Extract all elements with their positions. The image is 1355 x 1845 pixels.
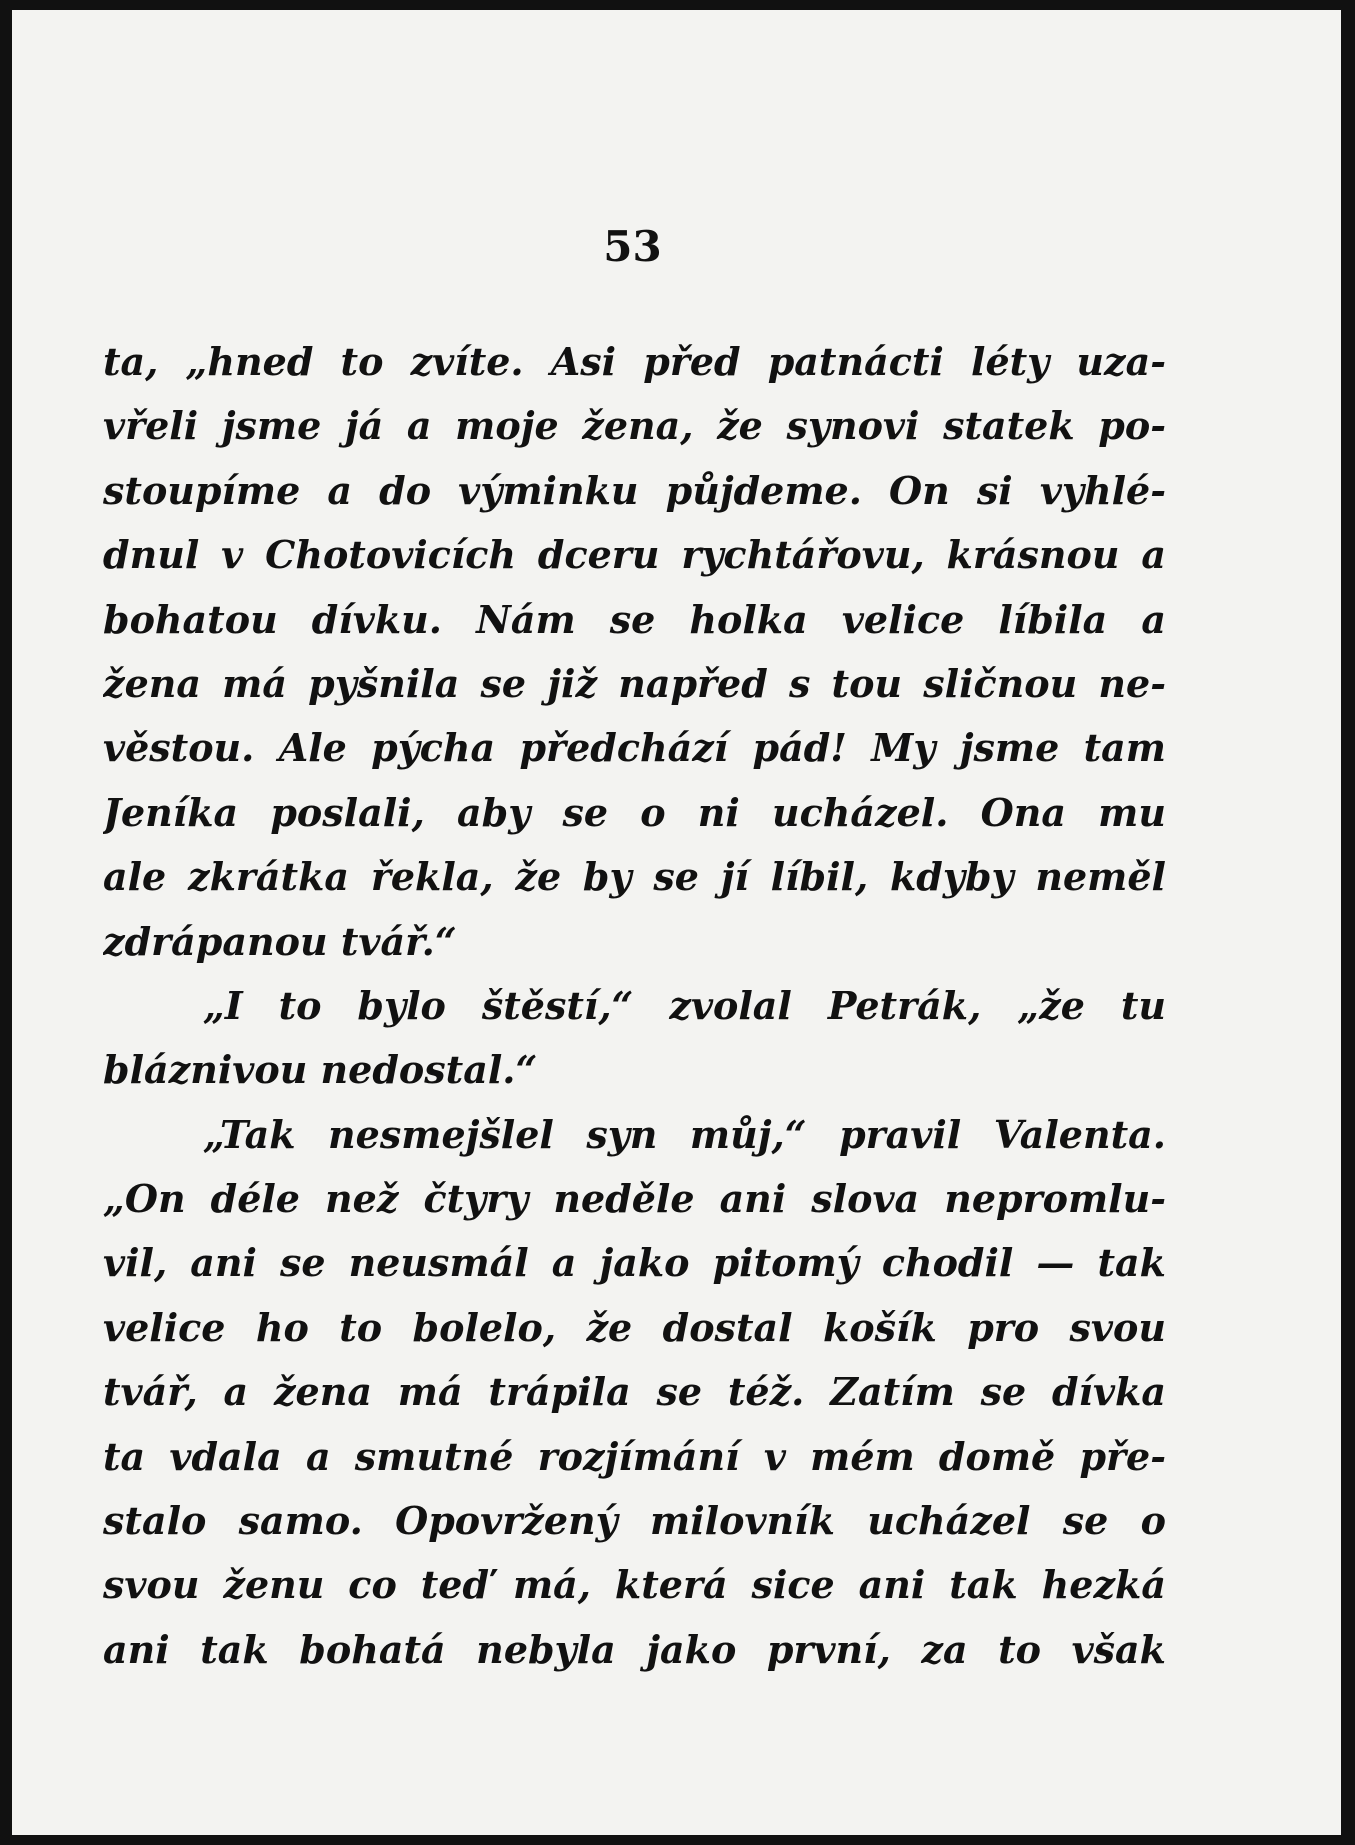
text-line: zdrápanou tvář.“ xyxy=(103,918,457,964)
text-line: „Tak nesmejšlel syn můj,“ pravil Valenta. xyxy=(203,1111,1166,1157)
text-line: „On déle než čtyry neděle ani slova nepromlu- xyxy=(103,1176,1166,1222)
page-number: 53 xyxy=(603,222,662,271)
text-line: Jeníka poslali, aby se o ni ucházel. Ona mu xyxy=(103,789,1166,835)
text-line: vřeli jsme já a moje žena, že synovi statek po- xyxy=(103,403,1166,449)
scan-border-right xyxy=(1341,0,1355,1845)
scan-border-bottom xyxy=(0,1835,1355,1845)
text-line: velice ho to bolelo, že dostal košík pro svou xyxy=(103,1304,1166,1350)
text-line: ta vdala a smutné rozjímání v mém domě pře- xyxy=(103,1433,1166,1479)
text-line: dnul v Chotovicích dceru rychtářovu, krásnou a xyxy=(103,532,1166,578)
body-text xyxy=(103,330,1166,1682)
scan-border-top xyxy=(0,0,1355,10)
text-line: ani tak bohatá nebyla jako první, za to však xyxy=(103,1626,1166,1672)
text-line: bohatou dívku. Nám se holka velice líbila a xyxy=(103,596,1166,642)
text-line: ale zkrátka řekla, že by se jí líbil, kdyby neměl xyxy=(103,854,1166,900)
text-line: stoupíme a do výminku půjdeme. On si vyhlé- xyxy=(103,467,1166,513)
text-line: věstou. Ale pýcha předchází pád! My jsme tam xyxy=(103,725,1166,771)
text-line: tvář, a žena má trápila se též. Zatím se dívka xyxy=(103,1369,1166,1415)
text-line: stalo samo. Opovržený milovník ucházel se o xyxy=(103,1498,1166,1544)
text-line: „I to bylo štěstí,“ zvolal Petrák, „že tu xyxy=(203,982,1166,1028)
text-line: ta, „hned to zvíte. Asi před patnácti léty uza- xyxy=(103,339,1166,384)
text-line: žena má pyšnila se již napřed s tou sličnou ne- xyxy=(103,660,1166,706)
text-line: vil, ani se neusmál a jako pitomý chodil — tak xyxy=(103,1240,1166,1286)
text-line: svou ženu co teď má, která sice ani tak hezká xyxy=(103,1562,1166,1608)
scan-border-left xyxy=(0,0,12,1845)
text-line: bláznivou nedostal.“ xyxy=(103,1047,538,1093)
